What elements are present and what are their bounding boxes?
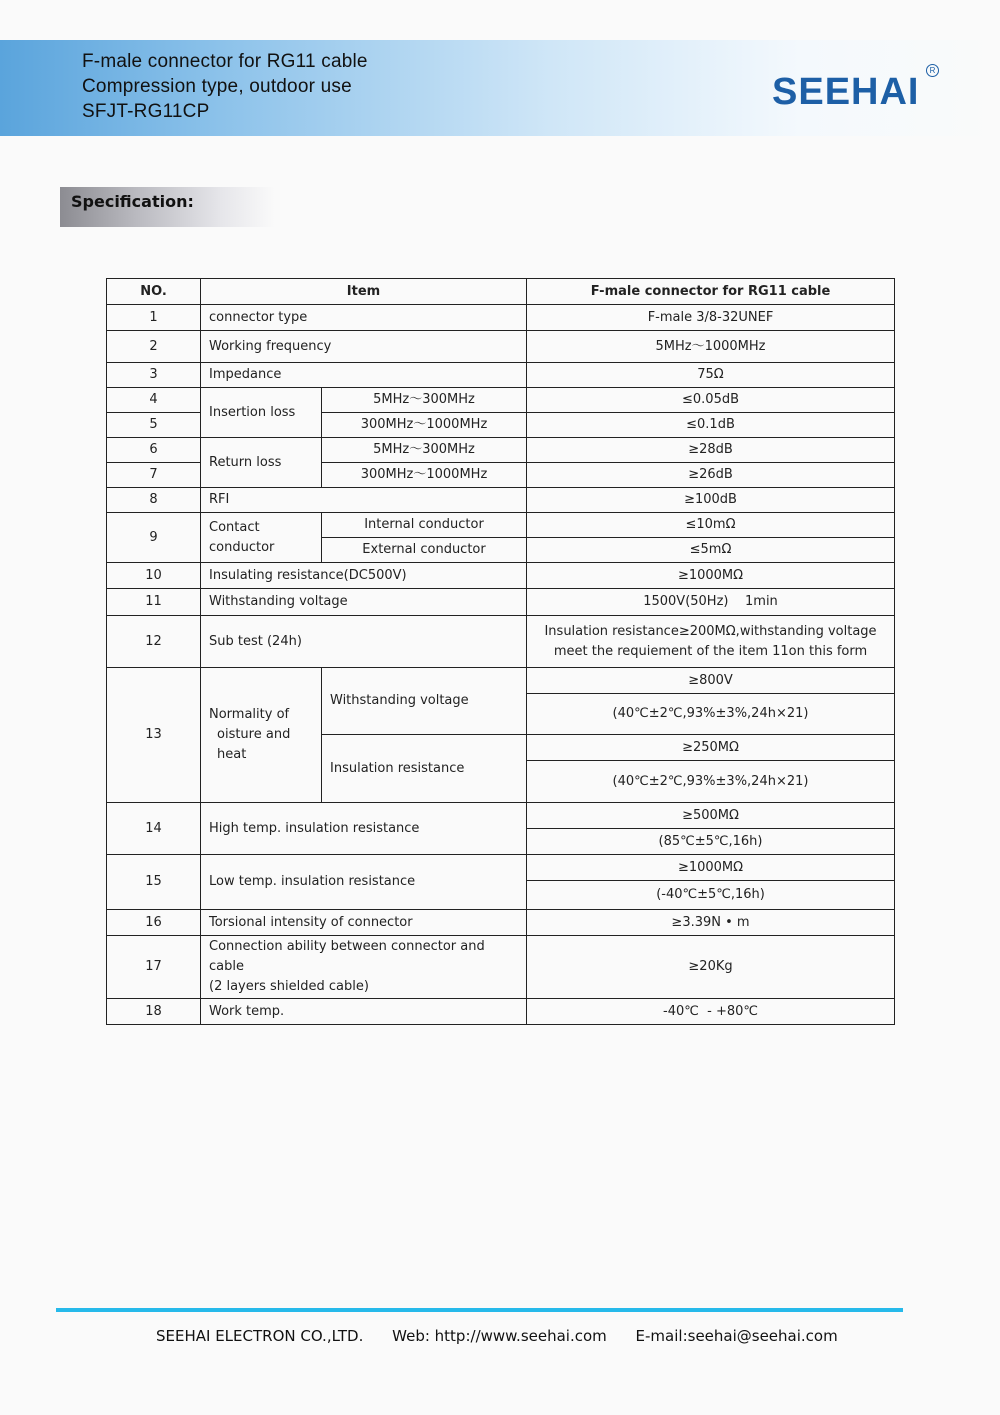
row-no: 9 <box>107 513 201 563</box>
row-item-line: Normality of <box>209 707 290 722</box>
row-item: Impedance <box>201 363 527 388</box>
table-row <box>107 563 895 589</box>
row-item <box>201 668 322 803</box>
row-no: 13 <box>107 668 201 803</box>
table-header-row <box>107 279 895 305</box>
row-no: 7 <box>107 463 201 488</box>
row-item <box>201 936 527 999</box>
table-row <box>107 999 895 1025</box>
row-condition: (40℃±2℃,93%±3%,24h×21) <box>527 761 895 803</box>
row-value: 75Ω <box>527 363 895 388</box>
table-row <box>107 305 895 331</box>
row-no: 18 <box>107 999 201 1025</box>
seehai-logo: SEEHAI <box>772 71 920 113</box>
row-item: Withstanding voltage <box>201 589 527 616</box>
row-condition: (85℃±5℃,16h) <box>527 829 895 855</box>
row-no: 10 <box>107 563 201 589</box>
footer-divider <box>56 1308 903 1312</box>
row-no: 17 <box>107 936 201 999</box>
table-row <box>107 855 895 881</box>
row-item: Return loss <box>201 438 322 488</box>
row-item: High temp. insulation resistance <box>201 803 527 855</box>
row-item: connector type <box>201 305 527 331</box>
row-item-line: heat <box>217 747 247 762</box>
title-line-3: SFJT-RG11CP <box>82 101 210 122</box>
table-row <box>107 488 895 513</box>
row-subitem: 300MHz～1000MHz <box>322 463 527 488</box>
row-item-line: Contact <box>209 519 260 535</box>
row-subitem: 5MHz～300MHz <box>322 438 527 463</box>
table-row <box>107 803 895 829</box>
row-value: ≥28dB <box>527 438 895 463</box>
registered-mark-text: R <box>929 66 936 75</box>
row-no: 12 <box>107 616 201 668</box>
row-no: 14 <box>107 803 201 855</box>
table-row <box>107 616 895 668</box>
row-value: ≥800V <box>527 668 895 694</box>
table-row <box>107 668 895 694</box>
row-no: 1 <box>107 305 201 331</box>
row-item-line: Connection ability between connector and cable <box>209 939 485 974</box>
row-subitem: 300MHz～1000MHz <box>322 413 527 438</box>
registered-mark-icon <box>926 64 939 77</box>
table-row <box>107 363 895 388</box>
row-item: Torsional intensity of connector <box>201 910 527 936</box>
row-item: RFI <box>201 488 527 513</box>
row-subitem: External conductor <box>322 538 527 563</box>
header-value: F-male connector for RG11 cable <box>527 279 895 305</box>
table-row <box>107 910 895 936</box>
row-value: ≤0.1dB <box>527 413 895 438</box>
table-row <box>107 589 895 616</box>
document-title <box>82 49 368 124</box>
row-no: 11 <box>107 589 201 616</box>
row-no: 15 <box>107 855 201 910</box>
title-line-1: F-male connector for RG11 cable <box>82 51 368 72</box>
row-item: Working frequency <box>201 331 527 363</box>
table-row <box>107 513 895 538</box>
row-item-line: (2 layers shielded cable) <box>209 979 369 994</box>
row-item-line: conductor <box>209 539 275 555</box>
section-heading <box>60 187 275 227</box>
row-value: ≥250MΩ <box>527 735 895 761</box>
row-subitem: Insulation resistance <box>322 735 527 803</box>
section-title: Specification: <box>71 192 194 211</box>
table-row <box>107 331 895 363</box>
row-value-line: meet the requiement of the item 11on this form <box>553 643 868 659</box>
row-item <box>201 513 322 563</box>
row-value: ≤0.05dB <box>527 388 895 413</box>
row-value: ≥100dB <box>527 488 895 513</box>
row-item: Sub test (24h) <box>201 616 527 668</box>
header-item: Item <box>201 279 527 305</box>
row-no: 2 <box>107 331 201 363</box>
row-value: 1500V(50Hz) 1min <box>527 589 895 616</box>
row-value: 5MHz～1000MHz <box>527 331 895 363</box>
row-value: -40℃ - +80℃ <box>527 999 895 1025</box>
row-no: 3 <box>107 363 201 388</box>
row-subitem: 5MHz～300MHz <box>322 388 527 413</box>
table-row <box>107 388 895 413</box>
row-no: 6 <box>107 438 201 463</box>
row-value: ≥3.39N • m <box>527 910 895 936</box>
row-no: 16 <box>107 910 201 936</box>
footer-company: SEEHAI ELECTRON CO.,LTD. <box>156 1327 364 1345</box>
row-value: ≤5mΩ <box>527 538 895 563</box>
row-no: 8 <box>107 488 201 513</box>
row-value: ≥1000MΩ <box>527 855 895 881</box>
table-row <box>107 936 895 999</box>
row-no: 4 <box>107 388 201 413</box>
row-item: Work temp. <box>201 999 527 1025</box>
row-item: Insertion loss <box>201 388 322 438</box>
row-item-line: oisture and <box>217 727 291 742</box>
footer-web[interactable]: Web: http://www.seehai.com <box>392 1327 607 1345</box>
footer <box>156 1325 862 1347</box>
row-value: ≥26dB <box>527 463 895 488</box>
row-subitem: Internal conductor <box>322 513 527 538</box>
row-condition: (40℃±2℃,93%±3%,24h×21) <box>527 694 895 735</box>
row-value: F-male 3/8-32UNEF <box>527 305 895 331</box>
row-condition: (-40℃±5℃,16h) <box>527 881 895 910</box>
row-value: ≤10mΩ <box>527 513 895 538</box>
row-no: 5 <box>107 413 201 438</box>
row-value: ≥1000MΩ <box>527 563 895 589</box>
row-value: ≥20Kg <box>527 936 895 999</box>
row-subitem: Withstanding voltage <box>322 668 527 735</box>
row-value <box>527 616 895 668</box>
row-value-line: Insulation resistance≥200MΩ,withstanding voltage <box>544 623 877 639</box>
table-row <box>107 438 895 463</box>
header-no: NO. <box>107 279 201 305</box>
specification-table <box>106 278 895 1025</box>
row-value: ≥500MΩ <box>527 803 895 829</box>
row-item: Low temp. insulation resistance <box>201 855 527 910</box>
footer-email[interactable]: E-mail:seehai@seehai.com <box>635 1327 838 1345</box>
title-line-2: Compression type, outdoor use <box>82 76 352 97</box>
row-item: Insulating resistance(DC500V) <box>201 563 527 589</box>
